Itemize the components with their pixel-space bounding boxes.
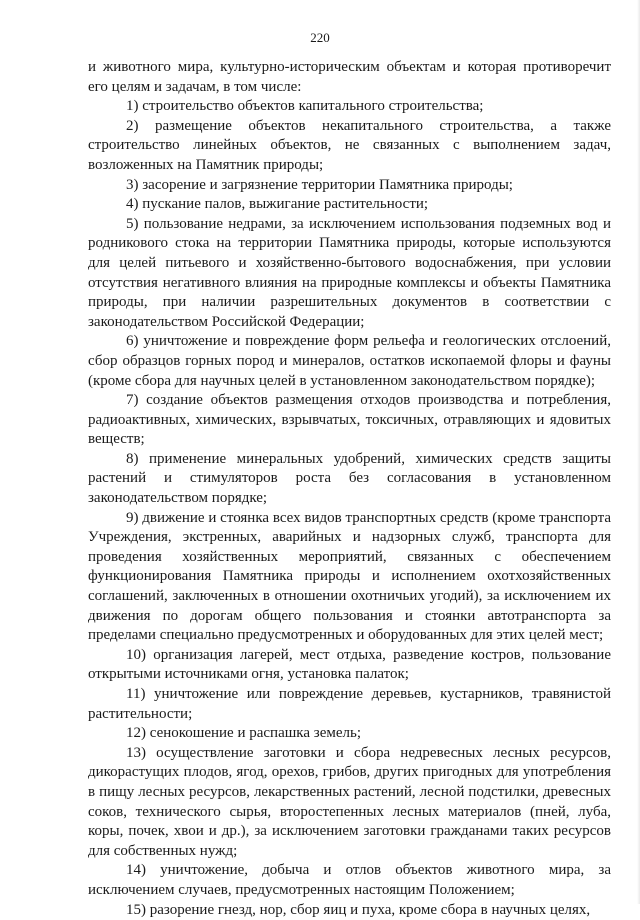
document-body <box>88 58 611 920</box>
list-item-14: 14) уничтожение, добыча и отлов объектов животного мира, за исключением случаев, предусмотренных настоящим Положением; <box>88 862 611 898</box>
page-number: 220 <box>310 30 330 45</box>
list-item-5: 5) пользование недрами, за исключением использования подземных вод и родникового стока на территории Памятника природы, которые используются для целей питьевого и хозяйственно-бытового водоснабжения, при условии отсутствия негативного влияния на природные комплексы и объекты Памятника природы, при наличии разрешительных документов в соответствии с законодательством Российской Федерации; <box>88 215 611 330</box>
list-item-8: 8) применение минеральных удобрений, химических средств защиты растений и стимуляторов роста без согласования в установленном законодательством порядке; <box>88 450 611 507</box>
list-item-1: 1) строительство объектов капитального строительства; <box>126 98 484 115</box>
list-item-4: 4) пускание палов, выжигание растительности; <box>126 196 429 213</box>
list-item-6: 6) уничтожение и повреждение форм рельефа и геологических отслоений, сбор образцов горных пород и минералов, остатков ископаемой флоры и фауны (кроме сбора для научных целей в установленном законодательством порядке); <box>88 333 611 389</box>
list-item-2: 2) размещение объектов некапитального строительства, а также строительство линейных объектов, не связанных с выполнением задач, возложенных на Памятник природы; <box>88 117 611 173</box>
list-item-10: 10) организация лагерей, мест отдыха, разведение костров, пользование открытыми источниками огня, установка палаток; <box>88 646 611 683</box>
list-item-13: 13) осуществление заготовки и сбора недревесных лесных ресурсов, дикорастущих плодов, ягод, орехов, грибов, других пригодных для употребления в пищу лесных ресурсов, лекарственных растений, лесной подстилки, древесных соков, технического сырья, второстепенных лесных материалов (пней, луба, коры, почек, хвои и др.), за исключением заготовки гражданами таких ресурсов для собственных нужд; <box>88 744 611 859</box>
list-item-3: 3) засорение и загрязнение территории Памятника природы; <box>126 176 513 193</box>
list-item-12: 12) сенокошение и распашка земель; <box>126 725 361 742</box>
paragraph-intro: и животного мира, культурно-историческим объектам и которая противоречит его целям и задачам, в том числе: <box>88 59 611 95</box>
list-item-7: 7) создание объектов размещения отходов производства и потребления, радиоактивных, химических, взрывчатых, токсичных, отравляющих и ядовитых веществ; <box>88 392 611 448</box>
list-item-11: 11) уничтожение или повреждение деревьев, кустарников, травянистой растительности; <box>88 686 611 722</box>
list-item-9: 9) движение и стоянка всех видов транспортных средств (кроме транспорта Учреждения, экстренных, аварийных и надзорных служб, транспорта для проведения хозяйственных мероприятий, связанных с обеспечением функционирования Памятника природы и исполнением охотхозяйственных соглашений, заключенных в отношении охотничьих угодий), за исключением их движения по дорогам общего пользования и стоянки автотранспорта за пределами специально предусмотренных и оборудованных для этих целей мест; <box>88 509 611 644</box>
list-item-15: 15) разорение гнезд, нор, сбор яиц и пуха, кроме сбора в научных целях, <box>126 901 591 918</box>
